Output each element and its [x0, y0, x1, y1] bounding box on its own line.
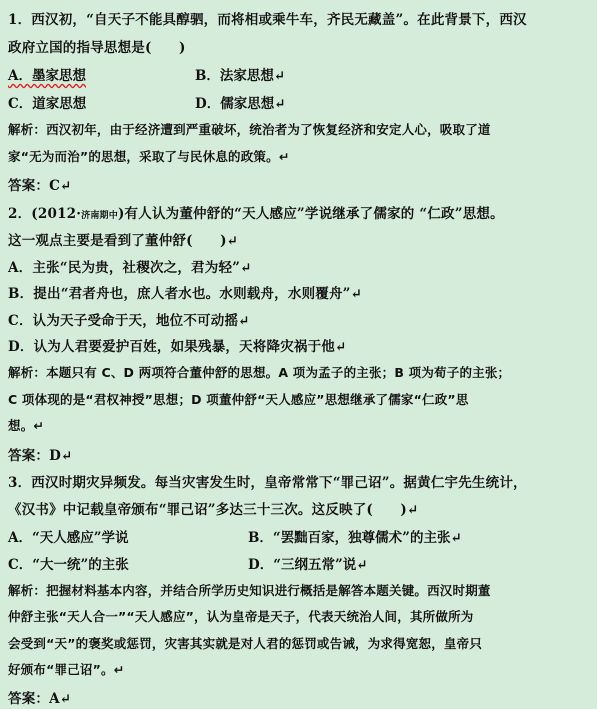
q1-stem-line2: 政府立国的指导思想是( ): [8, 40, 186, 56]
q3-stem-line2: 《汉书》中记载皇帝颁布“罪己诏”多达三十三次。这反映了( )↵: [8, 502, 419, 518]
q3-stem-line1: 3．西汉时期灾异频发。每当灾害发生时，皇帝常常下“罪己诏”。据黄仁宇先生统计，: [8, 475, 527, 491]
q3-analysis-line2: 仲舒主张“天人合一”“天人感应”，认为皇帝是天子，代表天统治人间，其所做所为: [8, 609, 474, 624]
q2-source: 济南期中: [81, 211, 118, 221]
q3-option-b: B．“罢黜百家，独尊儒术”的主张↵: [248, 530, 462, 546]
q3-answer: 答案：A↵: [8, 691, 72, 707]
q2-option-c: C．认为天子受命于天，地位不可动摇↵: [8, 313, 250, 329]
q2-analysis-line1: 解析：本题只有 C、D 两项符合董仲舒的思想。A 项为孟子的主张；B 项为荀子的主张；: [8, 365, 511, 380]
q2-stem-line2: 这一观点主要是看到了董仲舒( )↵: [8, 233, 239, 249]
q2-option-b: B．提出“君者舟也，庶人者水也。水则载舟，水则覆舟”↵: [8, 286, 363, 302]
q1-option-c: C．道家思想: [8, 96, 87, 112]
q1-option-a: A．墨家思想: [8, 68, 86, 84]
q1-answer: 答案：C↵: [8, 178, 72, 194]
q1-option-b: B．法家思想↵: [195, 68, 286, 84]
q1-stem-line1: 1．西汉初，“自天子不能具醇驷，而将相或乘牛车，齐民无藏盖”。在此背景下，西汉: [8, 12, 527, 28]
q1-analysis-line1: 解析：西汉初年，由于经济遭到严重破坏，统治者为了恢复经济和安定人心，吸取了道: [8, 122, 491, 137]
q2-option-d: D．认为人君要爱护百姓，如果残暴，天将降灾祸于他↵: [8, 339, 347, 355]
q3-analysis-line1: 解析：把握材料基本内容，并结合所学历史知识进行概括是解答本题关键。西汉时期董: [8, 583, 491, 598]
q1-analysis-line2: 家“无为而治”的思想，采取了与民休息的政策。↵: [8, 149, 290, 164]
q1-option-d: D．儒家思想↵: [195, 96, 286, 112]
q2-answer: 答案：D↵: [8, 448, 73, 464]
q3-analysis-line4: 好颁布“罪己诏”。↵: [8, 662, 125, 677]
q3-option-a: A．“天人感应”学说: [8, 530, 129, 546]
q3-option-d: D．“三纲五常”说↵: [248, 557, 368, 573]
q3-analysis-line3: 会受到“天”的褒奖或惩罚，灾害其实就是对人君的惩罚或告诫，为求得宽恕，皇帝只: [8, 636, 483, 651]
q2-option-a: A．主张“民为贵，社稷次之，君为轻”↵: [8, 260, 252, 276]
q2-stem-line1: 2．(2012·济南期中)有人认为董仲舒的“天人感应”学说继承了儒家的 “仁政”思想。: [8, 206, 504, 222]
q2-analysis-line2: C 项体现的是“君权神授”思想；D 项董仲舒“天人感应”思想继承了儒家“仁政”思: [8, 392, 469, 407]
q3-option-c: C．“大一统”的主张: [8, 557, 129, 573]
q2-analysis-line3: 想。↵: [8, 418, 45, 433]
